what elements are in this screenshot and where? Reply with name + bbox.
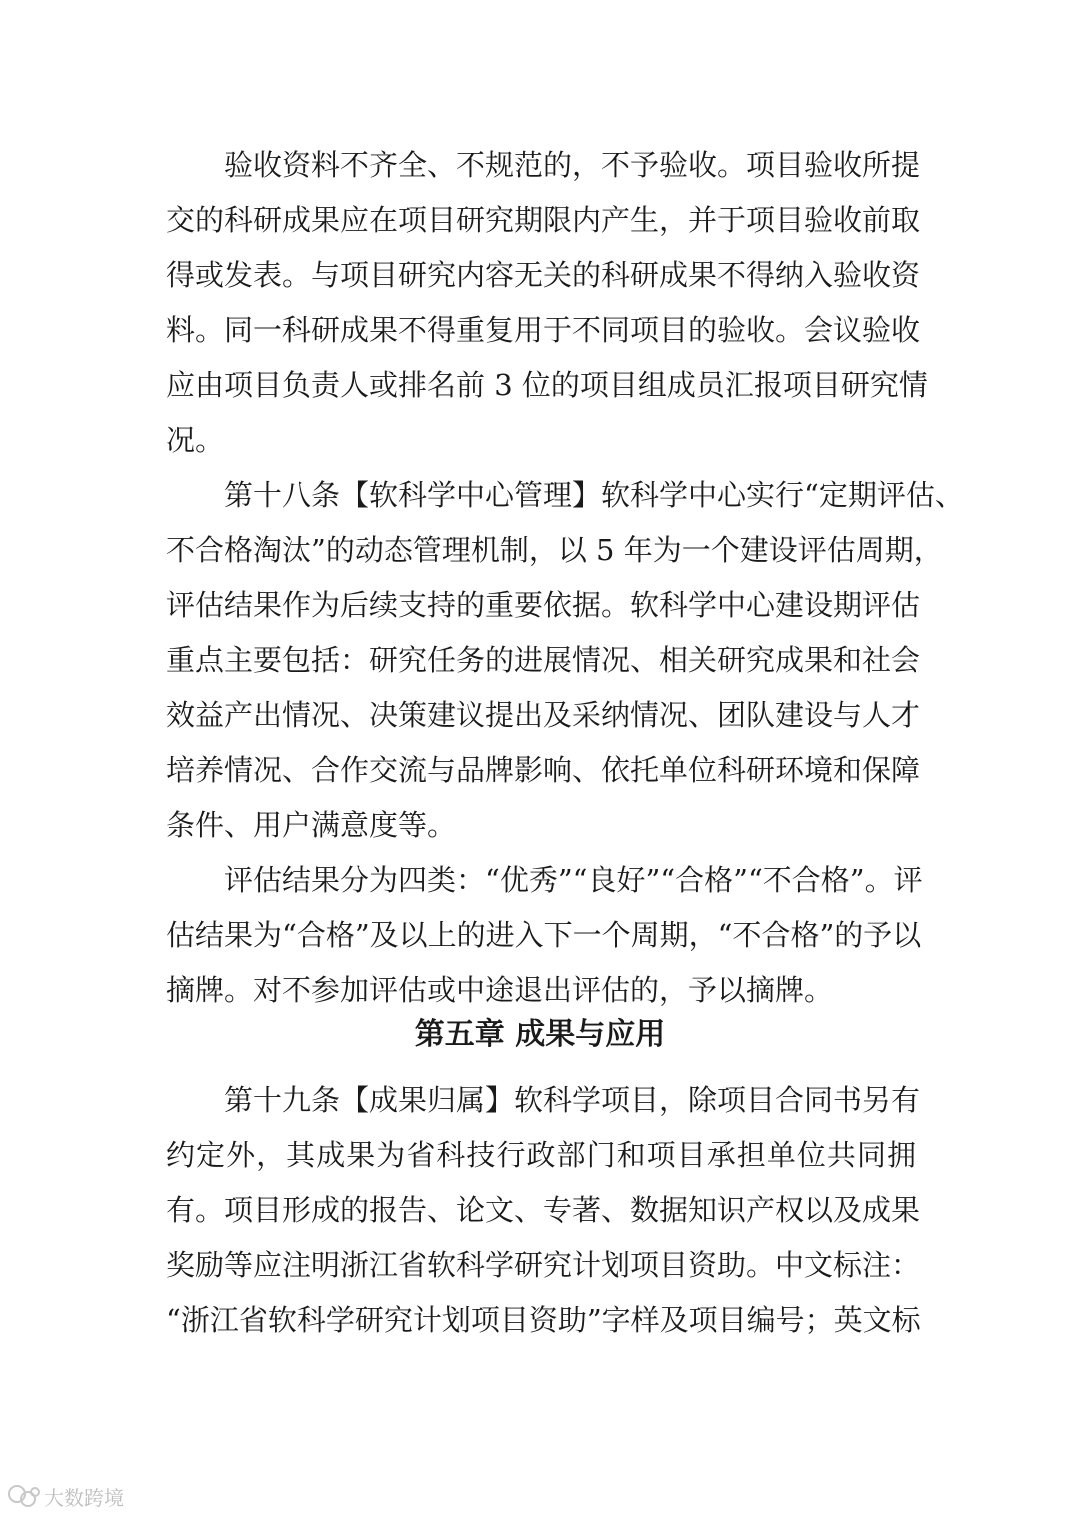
text-line: 摘牌。对不参加评估或中途退出评估的，予以摘牌。 bbox=[166, 973, 834, 1007]
text-line: 应由项目负责人或排名前 3 位的项目组成员汇报项目研究情 bbox=[166, 368, 928, 402]
text-line: 重点主要包括：研究任务的进展情况、相关研究成果和社会 bbox=[166, 643, 921, 677]
text-line: 条件、用户满意度等。 bbox=[166, 808, 457, 842]
text-line: 第十八条【软科学中心管理】软科学中心实行“定期评估、 bbox=[224, 478, 964, 512]
text-line: 有。项目形成的报告、论文、专著、数据知识产权以及成果 bbox=[166, 1193, 921, 1227]
text-line: 约定外，其成果为省科技行政部门和项目承担单位共同拥 bbox=[166, 1138, 916, 1172]
text-line: 验收资料不齐全、不规范的，不予验收。项目验收所提 bbox=[224, 148, 921, 182]
text-line: 效益产出情况、决策建议提出及采纳情况、团队建设与人才 bbox=[166, 698, 921, 732]
text-line: 交的科研成果应在项目研究期限内产生，并于项目验收前取 bbox=[166, 203, 921, 237]
text-line: “浙江省软科学研究计划项目资助”字样及项目编号；英文标 bbox=[166, 1303, 921, 1337]
text-line: 评估结果分为四类：“优秀”“良好”“合格”“不合格”。评 bbox=[224, 863, 923, 897]
text-line: 培养情况、合作交流与品牌影响、依托单位科研环境和保障 bbox=[166, 753, 921, 787]
text-line: 估结果为“合格”及以上的进入下一个周期，“不合格”的予以 bbox=[166, 918, 922, 952]
chapter-heading: 第五章 成果与应用 bbox=[414, 1017, 666, 1052]
text-line: 料。同一科研成果不得重复用于不同项目的验收。会议验收 bbox=[166, 313, 921, 347]
text-line: 况。 bbox=[166, 423, 225, 457]
watermark bbox=[8, 1476, 124, 1516]
text-line: 评估结果作为后续支持的重要依据。软科学中心建设期评估 bbox=[166, 588, 921, 622]
text-line: 得或发表。与项目研究内容无关的科研成果不得纳入验收资 bbox=[166, 258, 921, 292]
brand-logo-icon bbox=[8, 1483, 38, 1509]
text-line: 第十九条【成果归属】软科学项目，除项目合同书另有 bbox=[224, 1083, 921, 1117]
text-line: 不合格淘汰”的动态管理机制，以 5 年为一个建设评估周期， bbox=[166, 533, 943, 567]
watermark-text: 大数跨境 bbox=[44, 1485, 124, 1510]
text-line: 奖励等应注明浙江省软科学研究计划项目资助。中文标注： bbox=[166, 1248, 921, 1282]
